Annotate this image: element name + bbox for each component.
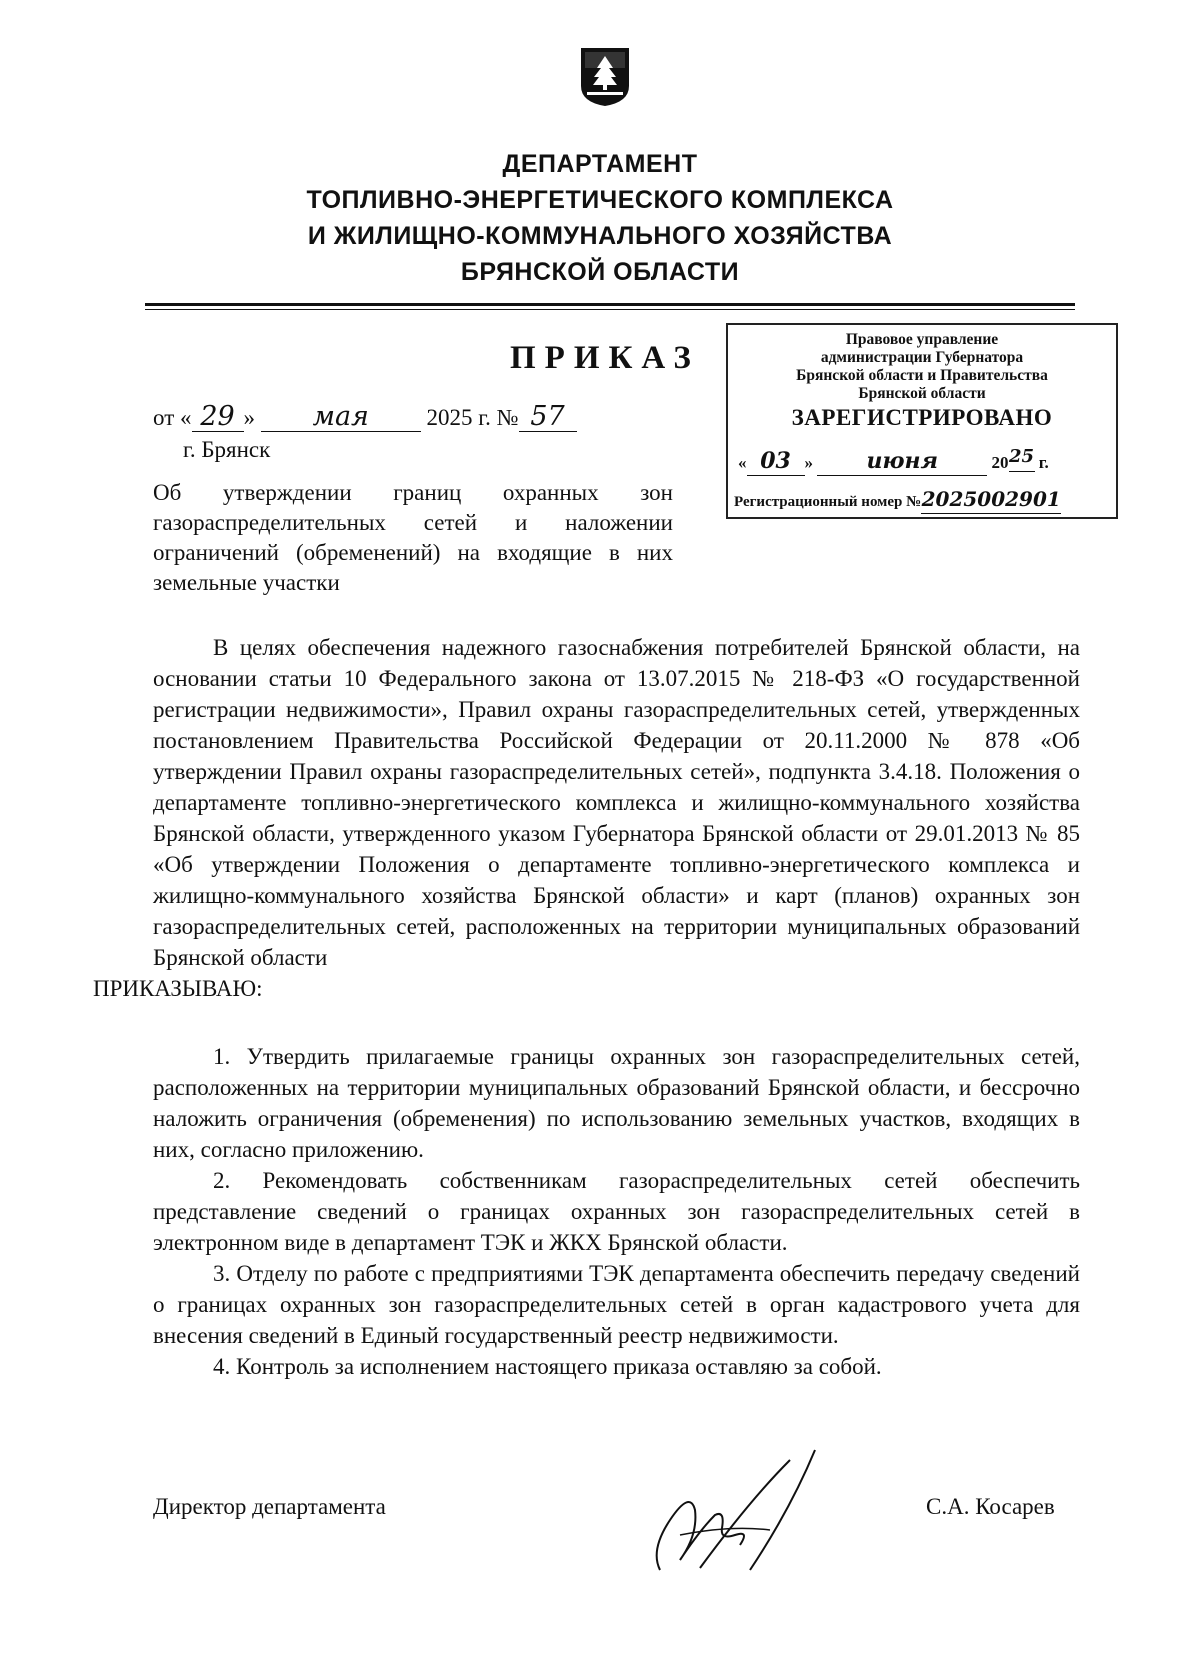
ordered-keyword: ПРИКАЗЫВАЮ: <box>93 976 263 1001</box>
from-label: от « <box>153 405 192 430</box>
stamp-date: « 03 » июня 2025 г. <box>738 443 1049 476</box>
order-year: 2025 г. <box>426 405 491 430</box>
document-type: ПРИКАЗ <box>510 340 700 376</box>
header-divider-thin <box>145 309 1075 310</box>
order-item-4: 4. Контроль за исполнением настоящего приказа оставляю за собой. <box>213 1354 882 1379</box>
order-preamble <box>93 632 1080 1004</box>
stamp-reg-number-line <box>734 485 1061 514</box>
preamble-text: В целях обеспечения надежного газоснабжения потребителей Брянской области, на основании статьи 10 Федерального закона от 13.07.2015 № 218-ФЗ «О государственной регистрации недвижимости», Правил охраны газораспределительных сетей, утвержденных постановлением Правительства Российской Федерации от 20.11.2000 № 878 «Об утверждении Правил охраны газораспределительных сетей», подпункта 3.4.18. Положения о департаменте топливно-энергетического комплекса и жилищно-коммунального хозяйства Брянской области, утвержденного указом Губернатора Брянской области от 29.01.2013 № 85 «Об утверждении Положения о департаменте топливно-энергетического комплекса и жилищно-коммунального хозяйства Брянской области» и карт (планов) охранных зон газораспределительных сетей, расположенных на территории муниципальных образований Брянской области <box>153 635 1080 970</box>
order-subject: Об утверждении границ охранных зон газораспределительных сетей и наложении ограничений (обременений) на входящие в них земельные участки <box>153 480 673 595</box>
handwritten-signature <box>640 1440 850 1580</box>
department-title-line-1: ДЕПАРТАМЕНТ <box>502 150 698 178</box>
order-item-3: 3. Отделу по работе с предприятиями ТЭК департамента обеспечить передачу сведений о границах охранных зон газораспределительных сетей в орган кадастрового учета для внесения сведений в Единый государственный реестр недвижимости. <box>153 1261 1080 1348</box>
stamp-registered: ЗАРЕГИСТРИРОВАНО <box>791 405 1053 430</box>
signatory-title: Директор департамента <box>153 1494 386 1519</box>
stamp-year-prefix: 20 <box>991 453 1009 472</box>
coat-of-arms-icon <box>579 46 631 108</box>
order-item-1: 1. Утвердить прилагаемые границы охранных зон газораспределительных сетей, расположенных на территории муниципальных образований Брянской области, и бессрочно наложить ограничения (обременения) по использованию земельных участков, входящих в них, согласно приложению. <box>153 1044 1080 1162</box>
stamp-reg-number: 2025002901 <box>921 485 1061 514</box>
stamp-year-suffix: 25 <box>1009 443 1035 472</box>
order-day: 29 <box>192 403 244 432</box>
department-title-line-4: БРЯНСКОЙ ОБЛАСТИ <box>460 258 740 286</box>
stamp-line-3: Брянской области и Правительства <box>796 367 1048 384</box>
signatory-name: С.А. Косарев <box>926 1494 1055 1519</box>
stamp-line-2: администрации Губернатора <box>820 349 1024 366</box>
stamp-year-label: г. <box>1038 453 1049 472</box>
stamp-month: июня <box>817 447 987 476</box>
registration-stamp <box>726 323 1118 519</box>
order-city: г. Брянск <box>183 437 271 462</box>
order-number: 57 <box>519 403 577 432</box>
stamp-line-4: Брянской области <box>858 385 986 402</box>
order-item-2: 2. Рекомендовать собственникам газораспределительных сетей обеспечить представление сведений о границах охранных зон газораспределительных сетей в электронном виде в департамент ТЭК и ЖКХ Брянской области. <box>153 1168 1080 1255</box>
stamp-reg-label: Регистрационный номер № <box>734 494 922 510</box>
header-divider-thick <box>145 303 1075 306</box>
order-date-line <box>153 403 577 432</box>
number-label: № <box>496 405 519 430</box>
stamp-day: 03 <box>747 447 805 476</box>
department-title-line-3: И ЖИЛИЩНО-КОММУНАЛЬНОГО ХОЗЯЙСТВА <box>307 222 893 250</box>
quote-close: » <box>243 405 255 430</box>
stamp-line-1: Правовое управление <box>845 331 999 348</box>
order-month: мая <box>261 403 421 432</box>
order-items <box>153 1041 1080 1382</box>
department-title-line-2: ТОПЛИВНО-ЭНЕРГЕТИЧЕСКОГО КОМПЛЕКСА <box>306 186 894 214</box>
